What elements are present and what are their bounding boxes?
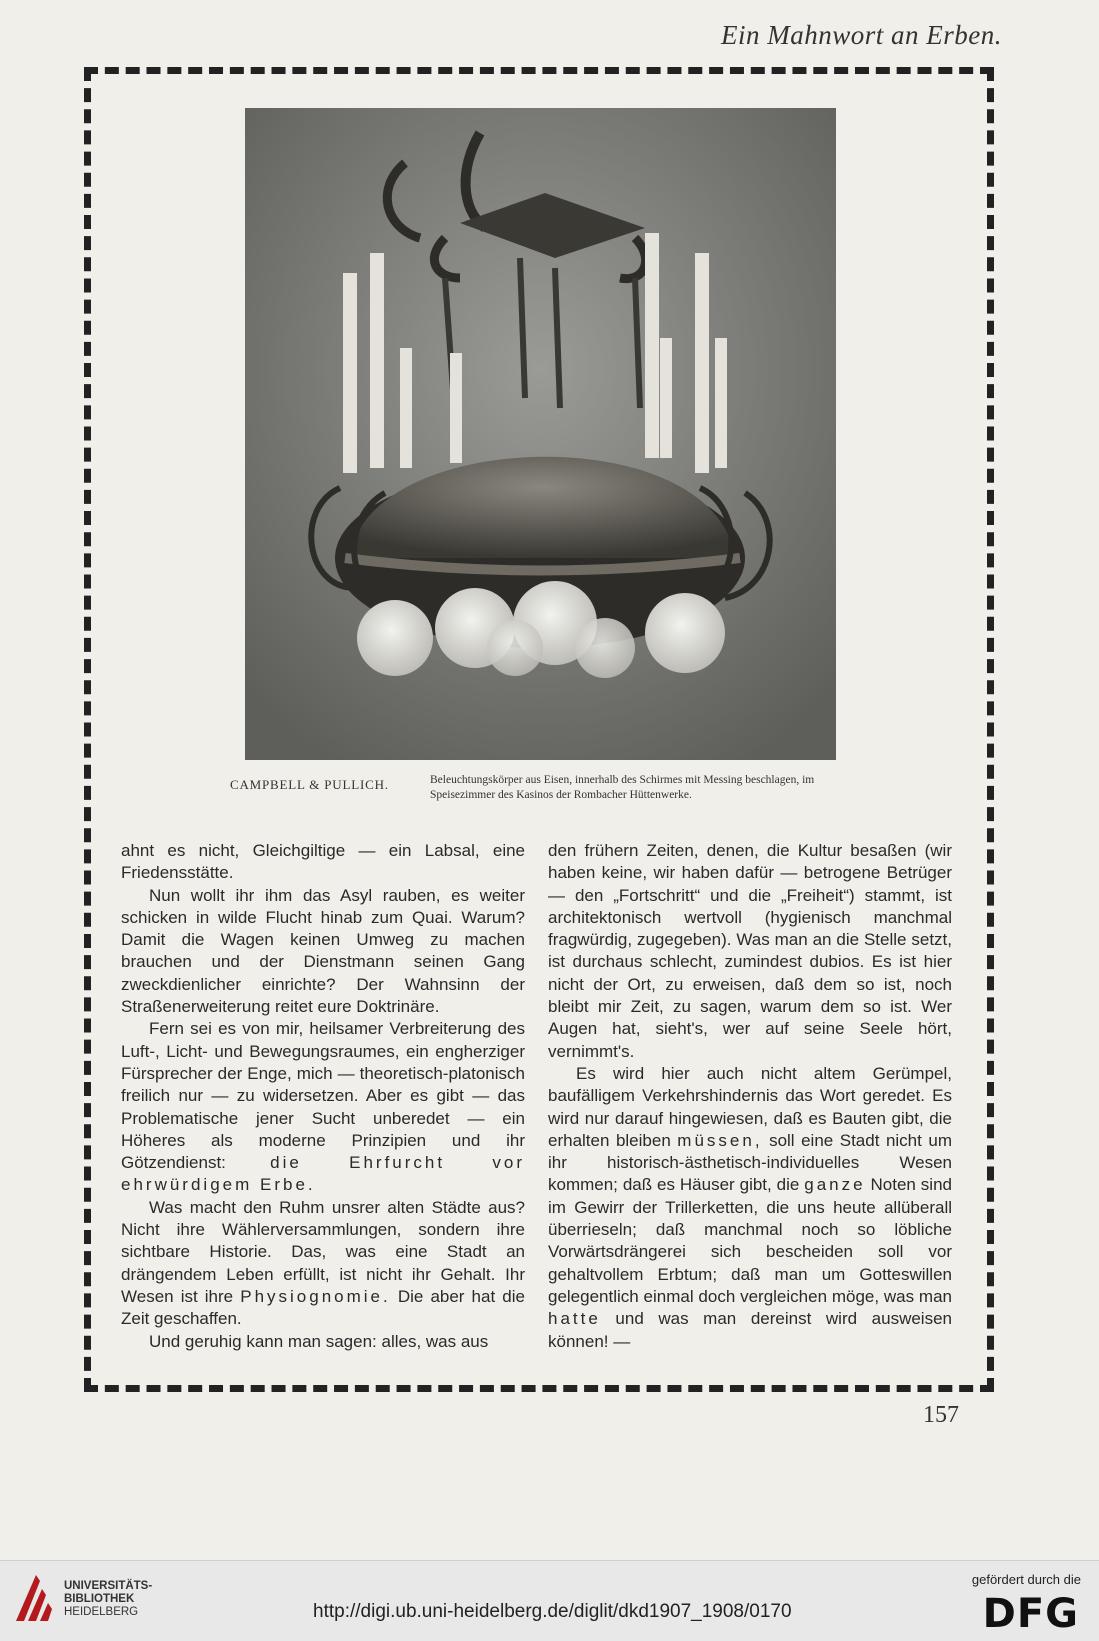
page-number: 157	[923, 1402, 959, 1428]
text-run: soll eine Stadt nicht um ihr historisch-ästhetisch-individuelles Wesen kommen; daß es Häuser gibt, die	[548, 1130, 952, 1195]
paragraph	[121, 1197, 525, 1331]
spaced-emphasis: hatte	[548, 1309, 601, 1329]
library-name: UNIVERSITÄTS- BIBLIOTHEK HEIDELBERG	[64, 1580, 153, 1618]
paragraph: Nun wollt ihr ihm das Asyl rauben, es weiter schicken in wilde Flucht hinab zum Quai. Warum? Damit die Wagen keinen Umweg zu machen brauchen und der Dienstmann seinen Gang zweckdienlicher einrichte? Der Wahnsinn der Straßenerweiterung reitet eure Doktrinäre.	[121, 885, 525, 1017]
spaced-emphasis: ganze	[804, 1175, 866, 1195]
paragraph: den frühern Zeiten, denen, die Kultur besaßen (wir haben keine, wir haben dafür — betrogene Betrüger — den „Fortschritt“ und die „Freiheit“) stammt, ist architektonisch wertvoll (hygienisch manchmal fragwürdig, zugegeben). Was man an die Stelle setzt, ist durchaus schlecht, zumindest dubios. Es ist hier nicht der Ort, zu erweisen, daß dem so ist, noch bleibt mir Zeit, zu sagen, warum dem so ist. Wer Augen hat, sieht's, wer auf seine Seele hört, vernimmt's.	[548, 841, 952, 1061]
source-url-link[interactable]: http://digi.ub.uni-heidelberg.de/diglit/dkd1907_1908/0170	[313, 1601, 792, 1622]
figure-caption-label: CAMPBELL & PULLICH.	[230, 777, 389, 792]
funded-by-label: gefördert durch die	[971, 1572, 1081, 1587]
paragraph	[548, 1063, 952, 1353]
dfg-logo: DFG	[982, 1591, 1079, 1637]
right-text-column	[548, 840, 952, 1353]
running-title: Ein Mahnwort an Erben.	[721, 20, 1002, 50]
text-run: und was man dereinst wird ausweisen können! —	[548, 1309, 952, 1351]
text-run: Was macht den Ruhm unsrer alten Städte aus? Nicht ihre Wählerversammlungen, sondern ihre sichtbare Historie. Das, was eine Stadt an drängendem Leben erfüllt, ist nicht ihr Gehalt. Ihr Wesen ist ihre	[121, 1197, 525, 1306]
spaced-emphasis: Physiognomie.	[240, 1286, 391, 1306]
text-run: Es wird hier auch nicht altem Gerümpel, baufälligem Verkehrshindernis das Wort geredet. Es wird nur darauf hingewiesen, daß es Bauten gibt, die erhalten bleiben	[548, 1063, 952, 1150]
text-run: Fern sei es von mir, heilsamer Verbreiterung des Luft-, Licht- und Bewegungsraumes, ein engherziger Fürsprecher der Enge, mich — theoretisch-platonisch freilich nur — zu widersetzen. Aber es gibt — das Problematische jener Sucht unberedet — ein Höheres als moderne Prinzipien und ihr Götzendienst:	[121, 1019, 525, 1173]
library-logo-icon	[10, 1571, 60, 1629]
text-run: Die aber hat die Zeit geschaffen.	[121, 1286, 525, 1329]
digitization-footer	[0, 1560, 1099, 1641]
chandelier-photo	[245, 108, 836, 760]
paragraph	[121, 1018, 525, 1196]
paragraph: Und geruhig kann man sagen: alles, was aus	[149, 1331, 489, 1351]
spaced-emphasis: die Ehrfurcht vor ehrwürdigem Erbe.	[121, 1153, 525, 1195]
text-run: Noten sind im Gewirr der Trillerketten, die uns heute allüberall überrieseln; daß manchmal noch so löbliche Vorwärtsdrängerei sich bescheiden soll vor gehaltvollem Erbtum; daß man um Gotteswillen gelegentlich einmal doch vergleichen möge, was man	[548, 1175, 952, 1306]
paragraph: ahnt es nicht, Gleichgiltige — ein Labsal, eine Friedensstätte.	[121, 841, 525, 883]
spaced-emphasis: müssen,	[677, 1130, 763, 1150]
left-text-column	[121, 840, 525, 1353]
figure-caption-text: Beleuchtungskörper aus Eisen, innerhalb des Schirmes mit Messing beschlagen, im Speisezimmer des Kasinos der Rombacher Hüttenwerke.	[430, 774, 815, 801]
